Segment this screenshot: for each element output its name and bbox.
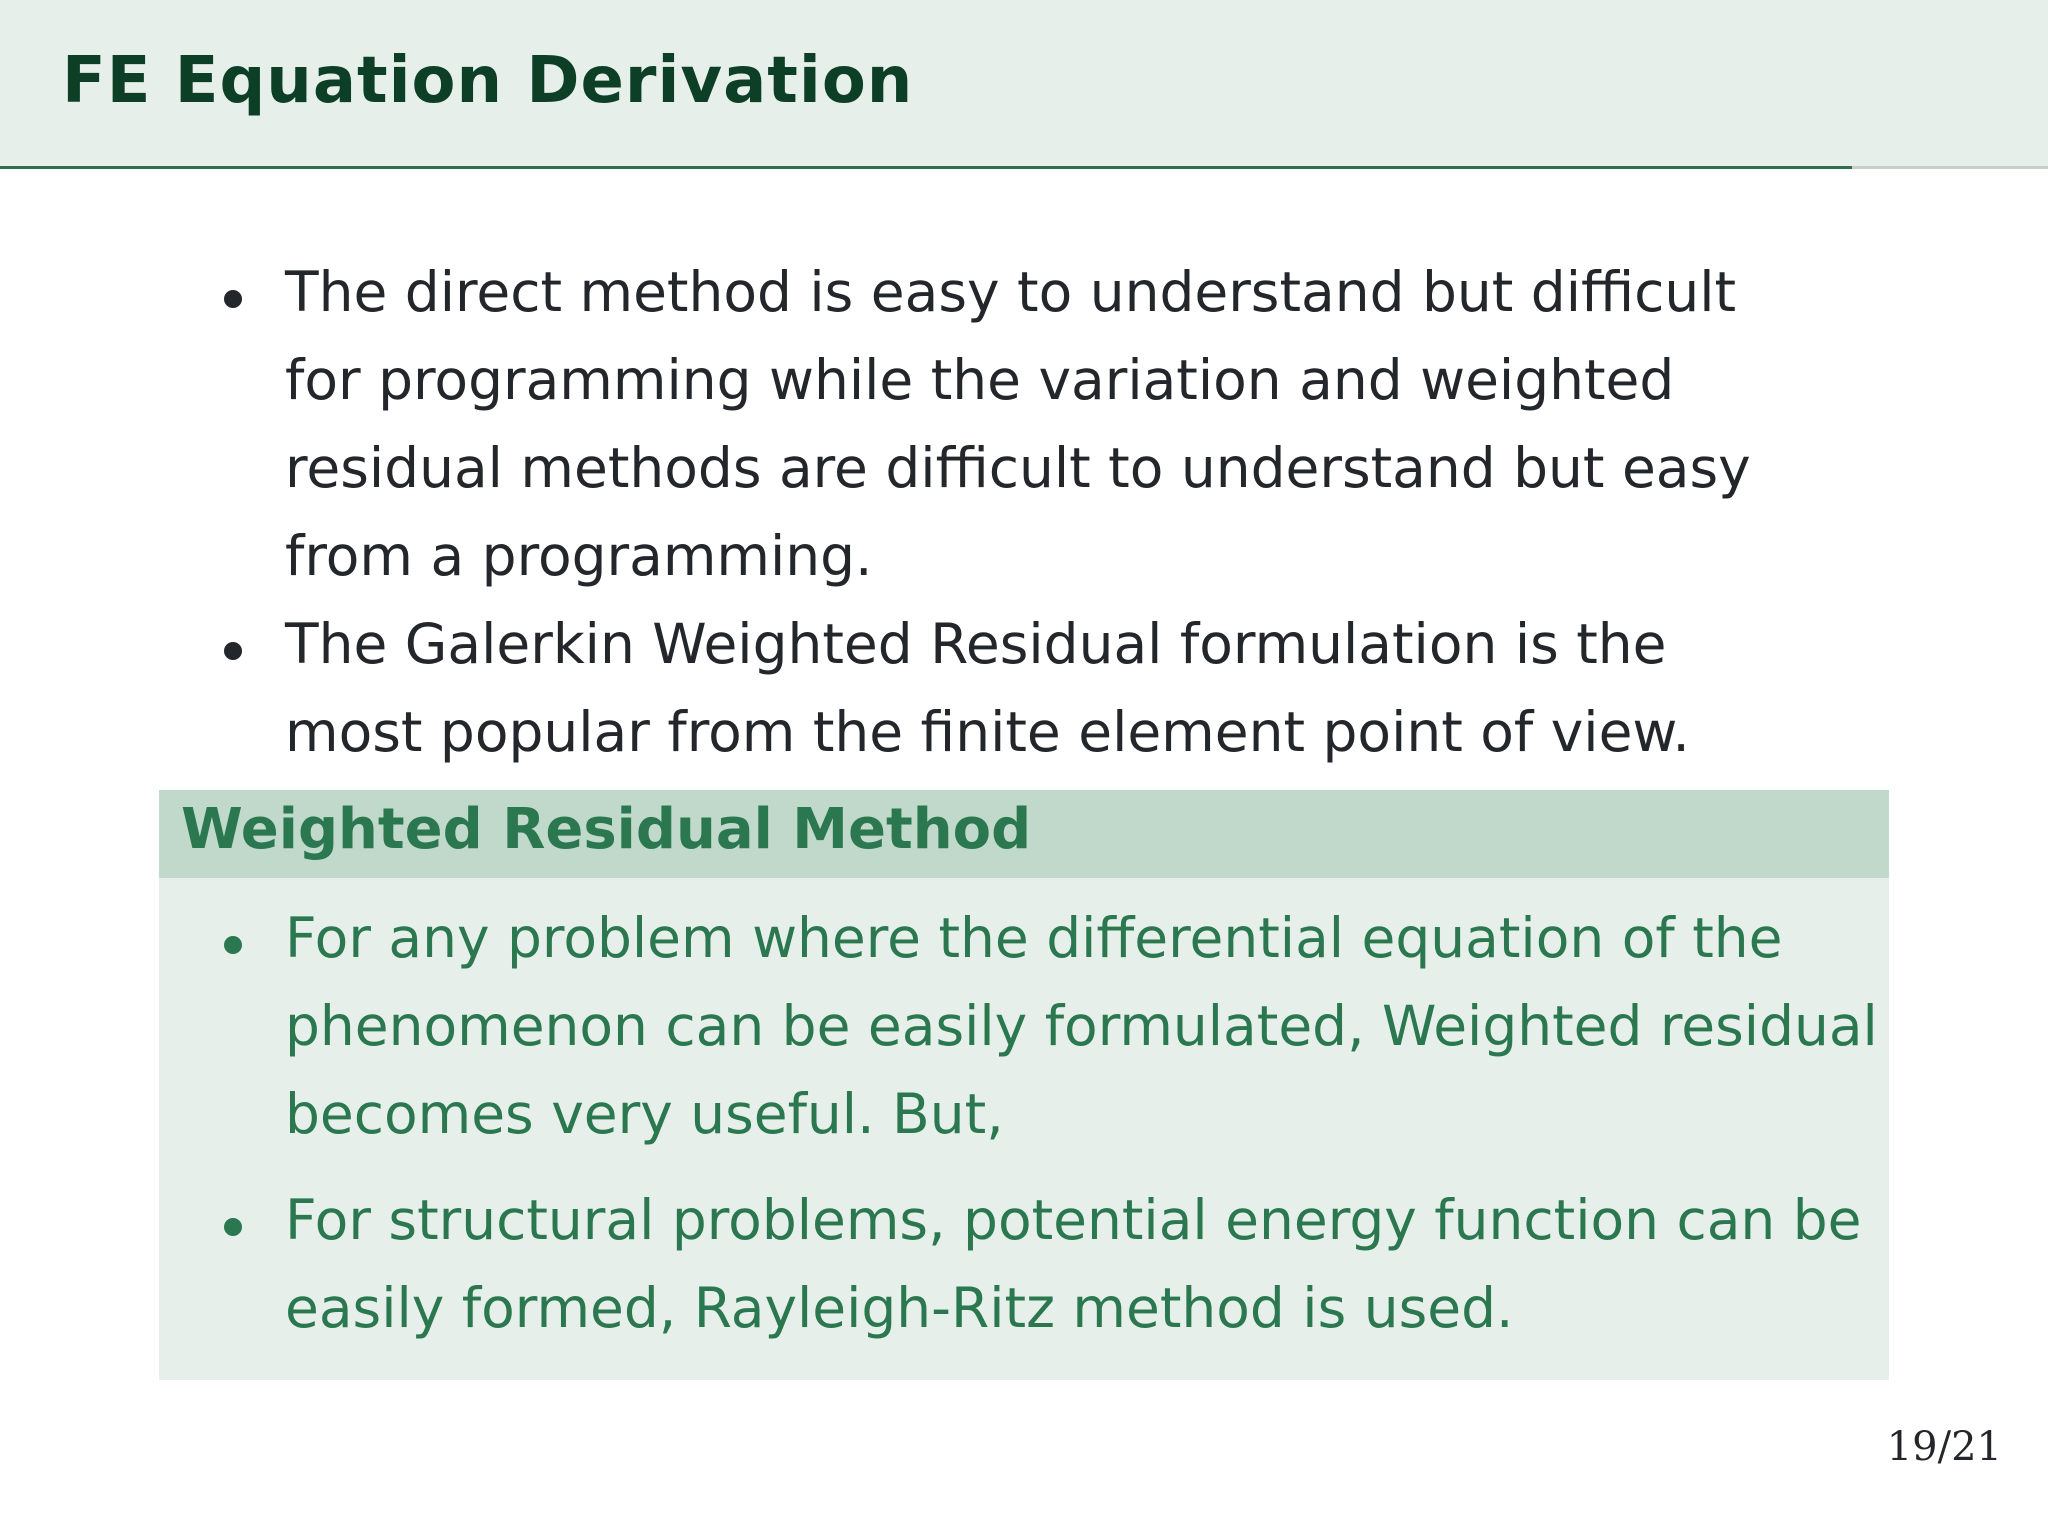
bullet-text: For any problem where the differential equation of the phenomenon can be easily formulated, Weighted residual becomes very useful. But, [285,906,1878,1146]
list-item [222,248,1782,600]
list-item [222,1176,1922,1352]
bullet-icon [224,936,242,954]
slide-title: FE Equation Derivation [62,44,914,118]
bullet-text: The direct method is easy to understand but difficult for programming while the variation and weighted residual methods are difficult to understand but easy from a programming. [285,260,1751,588]
main-bullet-list [222,248,1782,776]
slide-page-number: 19/21 [1886,1424,2002,1470]
bullet-icon [224,1218,242,1236]
block-bullet-list [222,894,1922,1352]
header-divider-accent [0,166,1852,169]
bullet-icon [224,290,242,308]
list-item [222,894,1922,1158]
bullet-icon [224,642,242,660]
block-title: Weighted Residual Method [181,797,1032,862]
slide-header [0,0,2048,168]
list-item [222,600,1782,776]
bullet-text: The Galerkin Weighted Residual formulation is the most popular from the finite element point of view. [285,612,1690,764]
block-header [159,790,1889,878]
weighted-residual-block [159,790,1889,1380]
bullet-text: For structural problems, potential energy function can be easily formed, Rayleigh-Ritz method is used. [285,1188,1862,1340]
